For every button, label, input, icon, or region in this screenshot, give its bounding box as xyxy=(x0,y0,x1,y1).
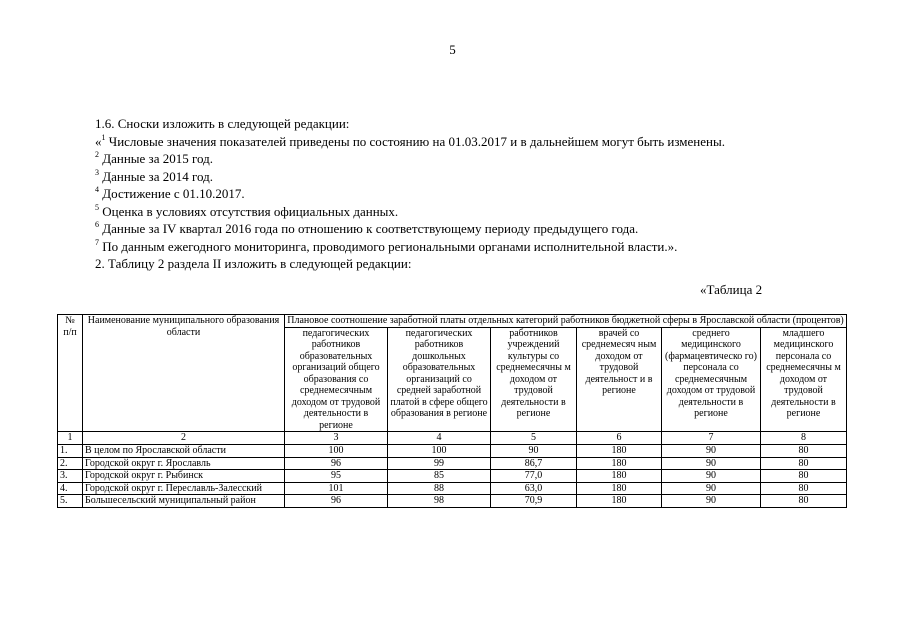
footnote-marker: 1 xyxy=(101,132,106,142)
value-cell: 90 xyxy=(662,495,761,508)
footnote-7 xyxy=(95,238,855,256)
value-cell: 90 xyxy=(662,445,761,458)
table-row xyxy=(58,482,847,495)
value-cell: 86,7 xyxy=(491,457,577,470)
municipality-name: Городской округ г. Переславль-Залесский xyxy=(83,482,285,495)
column-index: 6 xyxy=(577,432,662,445)
footnote-text: Данные за 2015 год. xyxy=(99,151,213,166)
footnote-marker: 2 xyxy=(95,150,99,159)
value-cell: 96 xyxy=(285,457,388,470)
header-num: № п/п xyxy=(58,315,83,432)
salary-ratio-table xyxy=(57,314,847,508)
footnote-5 xyxy=(95,203,855,221)
value-cell: 98 xyxy=(388,495,491,508)
footnote-marker: 6 xyxy=(95,220,99,229)
value-cell: 180 xyxy=(577,482,662,495)
value-cell: 180 xyxy=(577,457,662,470)
value-cell: 99 xyxy=(388,457,491,470)
footnote-text: Данные за 2014 год. xyxy=(99,168,213,184)
table-caption: «Таблица 2 xyxy=(700,282,763,297)
value-cell: 90 xyxy=(662,470,761,483)
column-index: 5 xyxy=(491,432,577,445)
value-cell: 80 xyxy=(761,482,847,495)
value-cell: 85 xyxy=(388,470,491,483)
value-cell: 180 xyxy=(577,445,662,458)
footnote-2 xyxy=(95,150,855,168)
text-line: 2. Таблицу 2 раздела II изложить в следующей редакции: xyxy=(95,256,412,271)
value-cell: 95 xyxy=(285,470,388,483)
footnote-1 xyxy=(95,133,855,151)
value-cell: 70,9 xyxy=(491,495,577,508)
footnote-text: Данные за IV квартал 2016 года по отношению к соответствующему периоду предыдущего года. xyxy=(99,221,639,236)
row-number: 4. xyxy=(58,482,83,495)
row-number: 3. xyxy=(58,470,83,483)
value-cell: 180 xyxy=(577,470,662,483)
footnote-text: Числовые значения показателей приведены по состоянию на 01.03.2017 и в дальнейшем могут быть изменены. xyxy=(105,133,725,149)
column-index: 1 xyxy=(58,432,83,445)
value-cell: 101 xyxy=(285,482,388,495)
value-cell: 63,0 xyxy=(491,482,577,495)
column-index: 8 xyxy=(761,432,847,445)
value-cell: 96 xyxy=(285,495,388,508)
column-index-row xyxy=(58,432,847,445)
footnote-text: По данным ежегодного мониторинга, проводимого региональными органами исполнительной власти.». xyxy=(99,238,678,254)
text-line: 1.6. Сноски изложить в следующей редакции: xyxy=(95,116,350,131)
header-row xyxy=(58,315,847,328)
value-cell: 100 xyxy=(285,445,388,458)
footnote-marker: 5 xyxy=(95,202,99,212)
table-row xyxy=(58,457,847,470)
column-header: педагогических работников образовательных организаций общего образования со среднемесячным доходом от трудовой деятельности в регионе xyxy=(285,327,388,432)
page-number: 5 xyxy=(449,42,456,57)
table-row xyxy=(58,470,847,483)
value-cell: 90 xyxy=(662,482,761,495)
footnote-6 xyxy=(95,220,855,238)
municipality-name: Большесельский муниципальный район xyxy=(83,495,285,508)
column-index: 3 xyxy=(285,432,388,445)
footnote-text: Оценка в условиях отсутствия официальных данных. xyxy=(99,203,399,219)
column-index: 7 xyxy=(662,432,761,445)
footnote-marker: 4 xyxy=(95,185,99,194)
value-cell: 80 xyxy=(761,495,847,508)
column-header: младшего медицинского персонала со среднемесячны м доходом от трудовой деятельности в регионе xyxy=(761,327,847,432)
row-number: 2. xyxy=(58,457,83,470)
value-cell: 180 xyxy=(577,495,662,508)
footnote-marker: 3 xyxy=(95,167,99,177)
value-cell: 80 xyxy=(761,457,847,470)
column-index: 4 xyxy=(388,432,491,445)
value-cell: 80 xyxy=(761,445,847,458)
row-number: 1. xyxy=(58,445,83,458)
column-header: педагогических работников дошкольных образовательных организаций со средней заработной платой в сфере общего образования в регионе xyxy=(388,327,491,432)
municipality-name: Городской округ г. Рыбинск xyxy=(83,470,285,483)
value-cell: 88 xyxy=(388,482,491,495)
footnote-text: Достижение с 01.10.2017. xyxy=(99,186,245,201)
value-cell: 77,0 xyxy=(491,470,577,483)
table-row xyxy=(58,445,847,458)
quote-mark: « xyxy=(95,133,102,149)
header-municipality: Наименование муниципального образования области xyxy=(83,315,285,432)
header-group: Плановое соотношение заработной платы отдельных категорий работников бюджетной сферы в Ярославской области (процентов) xyxy=(285,315,847,328)
value-cell: 80 xyxy=(761,470,847,483)
column-header: работников учреждений культуры со среднемесячны м доходом от трудовой деятельности в регионе xyxy=(491,327,577,432)
value-cell: 90 xyxy=(662,457,761,470)
column-header: врачей со среднемесяч ным доходом от трудовой деятельност и в регионе xyxy=(577,327,662,432)
value-cell: 90 xyxy=(491,445,577,458)
column-index: 2 xyxy=(83,432,285,445)
footnote-4 xyxy=(95,185,855,203)
table-row xyxy=(58,495,847,508)
value-cell: 100 xyxy=(388,445,491,458)
footnote-marker: 7 xyxy=(95,237,99,247)
municipality-name: Городской округ г. Ярославль xyxy=(83,457,285,470)
row-number: 5. xyxy=(58,495,83,508)
column-header: среднего медицинского (фармацевтическо го) персонала со среднемесячным доходом от трудовой деятельности в регионе xyxy=(662,327,761,432)
footnote-3 xyxy=(95,168,855,186)
body-text xyxy=(95,115,855,273)
municipality-name: В целом по Ярославской области xyxy=(83,445,285,458)
